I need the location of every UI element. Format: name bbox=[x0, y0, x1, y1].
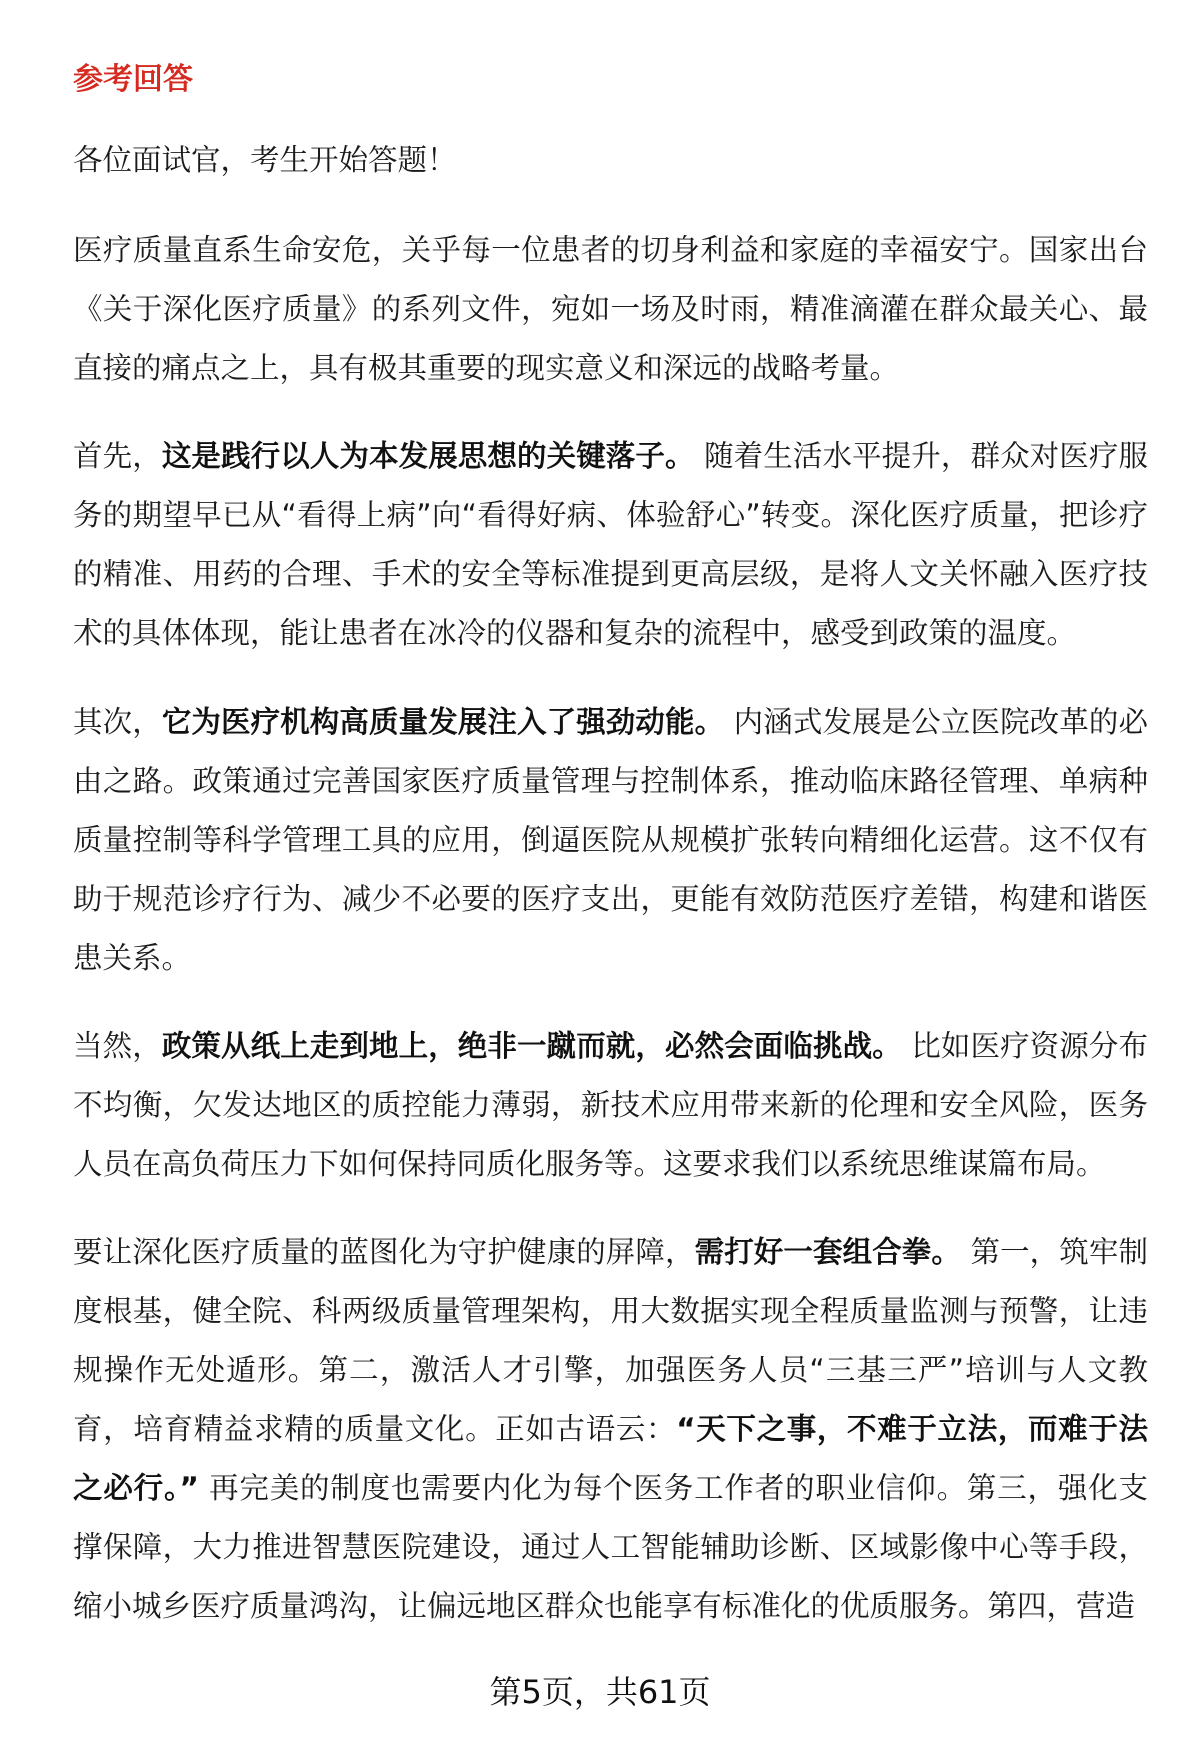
paragraph bbox=[73, 693, 1148, 988]
text-run: 要让深化医疗质量的蓝图化为守护健康的屏障， bbox=[73, 1235, 695, 1269]
bold-text-run: 需打好一套组合拳。 bbox=[694, 1235, 961, 1269]
section-heading: 参考回答 bbox=[73, 62, 193, 97]
paragraph bbox=[73, 131, 1148, 190]
text-run: 内涵式发展是公立医院改革的必由之路。政策通过完善国家医疗质量管理与控制体系，推动临床路径管理、单病种质量控制等科学管理工具的应用，倒逼医院从规模扩张转向精细化运营。这不仅有助于规范诊疗行为、减少不必要的医疗支出，更能有效防范医疗差错，构建和谐医患关系。 bbox=[73, 705, 1148, 975]
text-run: 随着生活水平提升，群众对医疗服务的期望早已从“看得上病”向“看得好病、体验舒心”转变。深化医疗质量，把诊疗的精准、用药的合理、手术的安全等标准提到更高层级，是将人文关怀融入医疗技术的具体体现，能让患者在冰冷的仪器和复杂的流程中，感受到政策的温度。 bbox=[73, 439, 1148, 650]
text-run: 比如医疗资源分布不均衡，欠发达地区的质控能力薄弱，新技术应用带来新的伦理和安全风险，医务人员在高负荷压力下如何保持同质化服务等。这要求我们以系统思维谋篇布局。 bbox=[73, 1029, 1148, 1181]
text-run: 当然， bbox=[73, 1029, 162, 1063]
bold-text-run: 政策从纸上走到地上，绝非一蹴而就，必然会面临挑战。 bbox=[161, 1029, 902, 1063]
text-run: 再完美的制度也需要内化为每个医务工作者的职业信仰。第三，强化支撑保障，大力推进智慧医院建设，通过人工智能辅助诊断、区域影像中心等手段，缩小城乡医疗质量鸿沟，让偏远地区群众也能享有标准化的优质服务。第四，营造 bbox=[73, 1471, 1148, 1623]
bold-text-run: 它为医疗机构高质量发展注入了强劲动能。 bbox=[161, 705, 725, 739]
page-number-footer: 第5页，共61页 bbox=[489, 1673, 711, 1711]
text-run: 其次， bbox=[73, 705, 162, 739]
paragraph bbox=[73, 1017, 1148, 1194]
text-run: 医疗质量直系生命安危，关乎每一位患者的切身利益和家庭的幸福安宁。国家出台《关于深化医疗质量》的系列文件，宛如一场及时雨，精准滴灌在群众最关心、最直接的痛点之上，具有极其重要的现实意义和深远的战略考量。 bbox=[73, 233, 1148, 385]
text-run: 第一，筑牢制度根基，健全院、科两级质量管理架构，用大数据实现全程质量监测与预警，让违规操作无处遁形。第二，激活人才引擎，加强医务人员“三基三严”培训与人文教育，培育精益求精的质量文化。正如古语云： bbox=[73, 1235, 1148, 1446]
text-run: 各位面试官，考生开始答题！ bbox=[73, 143, 457, 177]
paragraph bbox=[73, 221, 1148, 398]
bold-text-run: “天下之事，不难于立法，而难于法之必行。” bbox=[73, 1412, 1148, 1505]
text-run: 首先， bbox=[73, 439, 162, 473]
paragraph bbox=[73, 1223, 1148, 1636]
paragraph bbox=[73, 427, 1148, 663]
bold-text-run: 这是践行以人为本发展思想的关键落子。 bbox=[161, 439, 695, 473]
